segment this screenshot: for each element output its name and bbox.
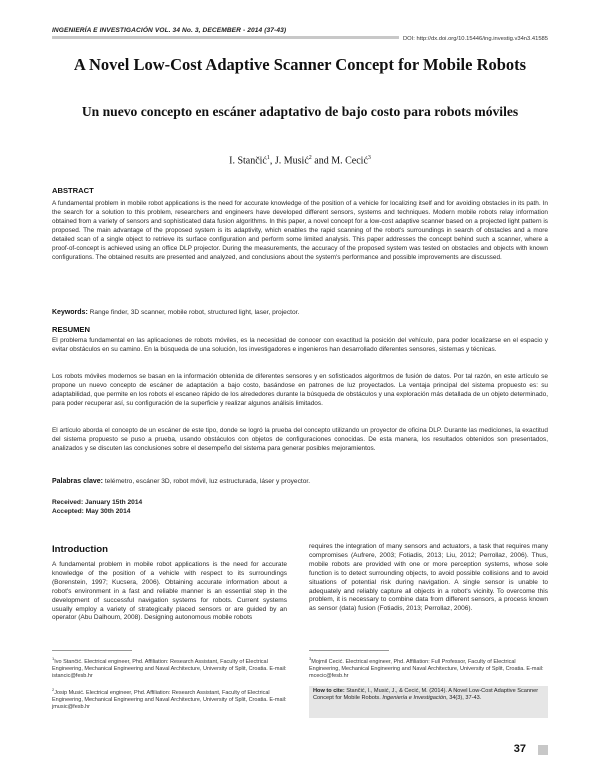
footnote-3 bbox=[309, 655, 548, 680]
page-marker bbox=[538, 745, 548, 755]
palabras-clave-line bbox=[52, 478, 310, 485]
footnote-rule-left bbox=[52, 650, 132, 651]
keywords-line bbox=[52, 309, 299, 316]
footnote-mark: 1 bbox=[52, 656, 55, 661]
introduction-right-column: requires the integration of many sensors and actuators, a task that requires many compromises (Aufrere, 2003; Fotiadis, 2013; Liu, 2012; Perrollaz, 2006). Thus, mobile robots are provided with one or more perception systems, whose sole function is to detect surrounding objects, to avoid possible collisions and to avoid situations of potential risk during navigation. A single sensor is unable to adequately and reliably capture all objects in a robot's vicinity. To overcome this problem, it is necessary to combine data from different sensors, a process known as sensor (data) fusion (Fotiadis, 2013; Perrollaz, 2006). bbox=[309, 543, 548, 613]
author-mark: 2 bbox=[308, 155, 312, 161]
accepted-date: Accepted: May 30th 2014 bbox=[52, 508, 131, 515]
resumen-paragraph-2: Los robots móviles modernos se basan en la información obtenida de diferentes sensores y en sofisticados algoritmos de fusión de datos. Por tal razón, en este artículo se propone un nuevo concepto de escáner de adaptación a bajo costo, basándose en patrones de luz proyectados. La ventaja principal del sistema propuesto es: su adaptabilidad, que permite en los robots el escaneo rápido de los alrededores durante la búsqueda de obstáculos y una exploración más detallada de un objeto determinado, para poder recuperar así, su configuración de la superficie y realizar algunos análisis limitados. bbox=[52, 373, 548, 407]
resumen-heading: RESUMEN bbox=[52, 325, 90, 334]
citation-body: Stančić, I., Musić, J., & Cecić, M. (2014). A Novel Low-Cost Adaptive Scanner Concept for Mobile Robots. bbox=[313, 688, 539, 702]
author-name: M. Cecić bbox=[331, 155, 368, 167]
footnote-1 bbox=[52, 655, 287, 680]
paper-title: A Novel Low-Cost Adaptive Scanner Concept for Mobile Robots bbox=[73, 55, 527, 74]
keywords-text: Range finder, 3D scanner, mobile robot, structured light, laser, projector. bbox=[89, 309, 300, 316]
introduction-heading: Introduction bbox=[52, 544, 108, 555]
author-mark: 1 bbox=[266, 155, 270, 161]
footnote-text: Mojmil Cecić. Electrical engineer, Phd. Affiliation: Full Professor, Faculty of Electrical Engineering, Mechanical Engineering and Naval Architecture, University of Split, Croatia. E-mail: mcecic@fesb.hr bbox=[309, 658, 544, 680]
footnote-rule-right bbox=[309, 650, 389, 651]
author-mark: 3 bbox=[367, 155, 371, 161]
journal-header: INGENIERÍA E INVESTIGACIÓN VOL. 34 No. 3, DECEMBER - 2014 (37-43) bbox=[52, 27, 287, 34]
abstract-heading: ABSTRACT bbox=[52, 186, 94, 195]
citation-text bbox=[313, 688, 545, 703]
footnote-mark: 3 bbox=[309, 656, 312, 661]
footnote-mark: 2 bbox=[52, 687, 55, 692]
keywords-label: Keywords: bbox=[52, 309, 88, 316]
palabras-clave-label: Palabras clave: bbox=[52, 478, 103, 485]
resumen-paragraph-1: El problema fundamental en las aplicaciones de robots móviles, es la necesidad de conocer con exactitud la posición del vehículo, para poder localizarse en el espacio y evitar obstáculos en su camino. En la búsqueda de una solución, los investigadores e ingenieros han desarrollado diferentes sensores, sistemas y técnicas. bbox=[52, 337, 548, 353]
abstract-text: A fundamental problem in mobile robot applications is the need for accurate knowledge of the position of a vehicle for localizing itself and for avoiding obstacles in its path. In the search for a solution to this problem, researchers and engineers have developed different sensors, systems and techniques. Modern mobile robots relay information obtained from a variety of sensors and sophisticated data fusion algorithms. In this paper, a novel concept for a low-cost adaptive scanner based on a projected light pattern is proposed. The main advantage of the proposed system is its adaptivity, which enables the rapid scanning of the robot's surroundings in search of obstacles and a more detailed scan of a single object to retrieve its surface configuration and perform some limited analysis. This paper addresses the concept behind such a scanner, where a proof-of-concept is achieved using an office DLP projector. During the measurements, the accuracy of the proposed system was tested on obstacles and objects with known configurations. The obtained results are presented and analyzed, and conclusions about the system's performance and possible improvements are discussed. bbox=[52, 200, 548, 261]
citation-label: How to cite: bbox=[313, 688, 345, 694]
palabras-clave-text: telémetro, escáner 3D, robot móvil, luz estructurada, láser y proyector. bbox=[104, 478, 311, 485]
resumen-paragraph-3: El artículo aborda el concepto de un escáner de este tipo, donde se logró la prueba del concepto utilizando un proyector de oficina DLP. Durante las mediciones, la exactitud del sistema propuesto se puso a prueba, usando obstáculos con objetos de configuraciones conocidas. De esta manera, los resultados obtenidos son presentados, analizados y se discuten las conclusiones sobre el desempeño del sistema para generar posibles mejoramientos. bbox=[52, 427, 548, 452]
submission-dates bbox=[52, 498, 142, 516]
footnote-text: Josip Musić. Electrical engineer, Phd. Affiliation: Research Assistant, Faculty of Electrical Engineering, Mechanical Engineering and Naval Architecture, University of Split, Croatia. E-mail: jmusic@fesb.hr bbox=[52, 689, 287, 711]
author-separator: and bbox=[311, 155, 332, 167]
author-name: J. Musić bbox=[274, 155, 309, 167]
author-list bbox=[100, 155, 500, 166]
introduction-left-column: A fundamental problem in mobile robot applications is the need for accurate knowledge of the position of a vehicle with respect to its surroundings (Borenstein, 1997; Kucsera, 2006). Obtaining accurate information about a robot's environment in a fast and reliable manner is an essential step in the development of successful navigation systems for robots. Current systems usually employ a variety of strategically placed sensors or are guided by an operator (Abu Dalhoum, 2008). Designing autonomous mobile robots bbox=[52, 561, 287, 622]
doi-link[interactable]: DOI: http://dx.doi.org/10.15446/ing.investig.v34n3.41585 bbox=[399, 36, 548, 42]
paper-subtitle: Un nuevo concepto en escáner adaptativo de bajo costo para robots móviles bbox=[81, 104, 519, 119]
footnote-text: Ivo Stančić. Electrical engineer, Phd. Affiliation: Research Assistant, Faculty of Electrical Engineering, Mechanical Engineering and Naval Architecture, University of Split, Croatia. E-mail: istancic@fesb.hr bbox=[52, 658, 287, 680]
author-name: I. Stančić bbox=[229, 155, 267, 167]
citation-rest: , 34(3), 37-43. bbox=[446, 695, 482, 702]
author-separator: , bbox=[269, 155, 275, 167]
citation-journal: Ingeniería e Investigación bbox=[382, 695, 447, 702]
footnote-2 bbox=[52, 686, 287, 711]
received-date: Received: January 15th 2014 bbox=[52, 499, 143, 506]
page-number: 37 bbox=[513, 743, 526, 755]
